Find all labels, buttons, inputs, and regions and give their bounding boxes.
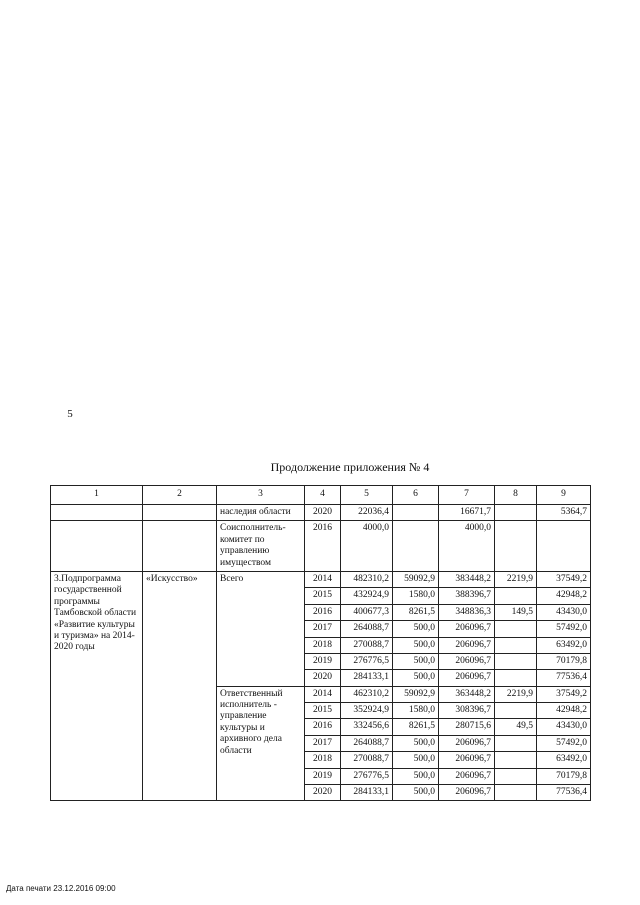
cell-amount: 70179,8 [537,653,591,669]
cell-amount: 22036,4 [341,505,393,521]
cell-amount: 332456,6 [341,719,393,735]
subprogram-area: «Искусство» [143,571,217,800]
column-number: 8 [495,486,537,505]
cell-amount [495,521,537,572]
cell-amount: 63492,0 [537,637,591,653]
cell-amount: 432924,9 [341,588,393,604]
cell-year: 2016 [305,604,341,620]
cell-amount [495,752,537,768]
cell-amount: 462310,2 [341,686,393,702]
cell-amount [393,505,439,521]
cell-amount [495,637,537,653]
cell-year: 2016 [305,521,341,572]
cell-amount: 388396,7 [439,588,495,604]
cell-amount: 500,0 [393,670,439,686]
cell-amount: 2219,9 [495,571,537,587]
cell-year: 2016 [305,719,341,735]
page-number: 5 [67,408,73,420]
cell-amount: 16671,7 [439,505,495,521]
cell-amount: 206096,7 [439,653,495,669]
cell-amount: 363448,2 [439,686,495,702]
cell-amount [495,785,537,801]
budget-table-wrapper [50,485,590,801]
cell-year: 2015 [305,703,341,719]
appendix-title: Продолжение приложения № 4 [270,460,430,474]
cell-amount: 77536,4 [537,670,591,686]
cell-col-1 [51,521,143,572]
cell-amount: 77536,4 [537,785,591,801]
cell-amount: 59092,9 [393,686,439,702]
cell-year: 2019 [305,653,341,669]
cell-amount [495,588,537,604]
cell-amount: 276776,5 [341,653,393,669]
group-executor: Всего [217,571,305,686]
cell-col-2 [143,505,217,521]
cell-amount: 206096,7 [439,752,495,768]
cell-amount: 284133,1 [341,785,393,801]
cell-amount: 149,5 [495,604,537,620]
cell-amount: 383448,2 [439,571,495,587]
cell-amount: 284133,1 [341,670,393,686]
cell-amount: 206096,7 [439,621,495,637]
cell-amount: 400677,3 [341,604,393,620]
cell-amount: 70179,8 [537,768,591,784]
cell-year: 2015 [305,588,341,604]
cell-amount: 57492,0 [537,621,591,637]
cell-amount: 4000,0 [341,521,393,572]
cell-amount [495,670,537,686]
budget-table [50,485,591,801]
cell-year: 2019 [305,768,341,784]
cell-amount: 264088,7 [341,621,393,637]
cell-year: 2017 [305,621,341,637]
cell-year: 2017 [305,735,341,751]
column-number-row [51,486,591,505]
cell-amount [495,735,537,751]
cell-amount: 8261,5 [393,719,439,735]
cell-amount: 37549,2 [537,686,591,702]
table-row [51,521,591,572]
cell-amount: 4000,0 [439,521,495,572]
table-row [51,571,591,587]
cell-amount: 500,0 [393,621,439,637]
cell-amount: 1580,0 [393,588,439,604]
cell-amount [495,768,537,784]
cell-year: 2020 [305,785,341,801]
column-number: 9 [537,486,591,505]
cell-amount: 270088,7 [341,637,393,653]
cell-amount: 206096,7 [439,768,495,784]
cell-amount: 42948,2 [537,588,591,604]
cell-amount [495,653,537,669]
cell-amount: 42948,2 [537,703,591,719]
cell-amount: 500,0 [393,752,439,768]
cell-amount: 59092,9 [393,571,439,587]
cell-col-1 [51,505,143,521]
cell-amount: 348836,3 [439,604,495,620]
cell-year: 2020 [305,505,341,521]
cell-amount: 63492,0 [537,752,591,768]
cell-amount [495,505,537,521]
cell-executor: Соисполнитель-комитет по управлению имуществом [217,521,305,572]
cell-amount: 270088,7 [341,752,393,768]
cell-year: 2020 [305,670,341,686]
print-date: Дата печати 23.12.2016 09:00 [6,884,116,893]
cell-amount: 57492,0 [537,735,591,751]
cell-amount: 280715,6 [439,719,495,735]
cell-amount: 500,0 [393,735,439,751]
subprogram-name: 3.Подпрограмма государственной программы Тамбовской области «Развитие культуры и туризма» на 2014-2020 годы [51,571,143,800]
cell-amount: 206096,7 [439,637,495,653]
cell-amount: 264088,7 [341,735,393,751]
cell-amount: 352924,9 [341,703,393,719]
cell-amount [393,521,439,572]
cell-amount: 49,5 [495,719,537,735]
group-executor: Ответственный исполнитель - управление культуры и архивного дела области [217,686,305,801]
cell-amount: 206096,7 [439,670,495,686]
cell-amount: 8261,5 [393,604,439,620]
cell-amount: 37549,2 [537,571,591,587]
column-number: 3 [217,486,305,505]
cell-amount: 1580,0 [393,703,439,719]
cell-executor: наследия области [217,505,305,521]
cell-year: 2014 [305,571,341,587]
cell-year: 2018 [305,752,341,768]
cell-amount: 276776,5 [341,768,393,784]
cell-amount: 2219,9 [495,686,537,702]
cell-amount: 206096,7 [439,785,495,801]
cell-amount: 500,0 [393,785,439,801]
cell-amount: 500,0 [393,637,439,653]
cell-amount: 482310,2 [341,571,393,587]
cell-amount: 43430,0 [537,719,591,735]
cell-col-2 [143,521,217,572]
cell-amount [495,621,537,637]
cell-amount: 206096,7 [439,735,495,751]
column-number: 5 [341,486,393,505]
cell-amount: 308396,7 [439,703,495,719]
cell-year: 2014 [305,686,341,702]
column-number: 1 [51,486,143,505]
cell-amount [495,703,537,719]
column-number: 2 [143,486,217,505]
cell-amount: 500,0 [393,768,439,784]
column-number: 6 [393,486,439,505]
table-row [51,505,591,521]
column-number: 4 [305,486,341,505]
cell-amount [537,521,591,572]
cell-year: 2018 [305,637,341,653]
cell-amount: 5364,7 [537,505,591,521]
cell-amount: 43430,0 [537,604,591,620]
cell-amount: 500,0 [393,653,439,669]
column-number: 7 [439,486,495,505]
